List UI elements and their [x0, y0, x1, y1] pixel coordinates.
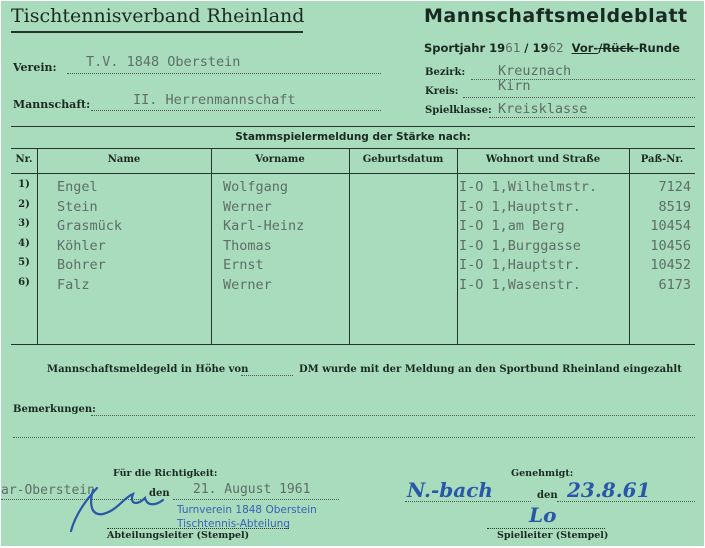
cell-vorname: Wolfgang: [223, 179, 289, 195]
verein-value: T.V. 1848 Oberstein: [86, 54, 241, 70]
mannschaft-label: Mannschaft:: [13, 98, 91, 111]
cell-nr: 5): [18, 257, 30, 268]
sportjahr-line: [424, 40, 680, 55]
cell-pass: 10456: [650, 237, 691, 254]
federation-underline: [11, 31, 303, 33]
cell-vorname: Karl-Heinz: [223, 218, 305, 234]
remarks-label: Bemerkungen:: [13, 404, 96, 415]
year-to-value: 62: [548, 40, 564, 55]
fee-text-after: DM wurde mit der Meldung an den Sportbund Rheinland eingezahlt: [299, 364, 682, 375]
col-divider-4: [457, 148, 458, 344]
cell-nr: 3): [18, 218, 30, 229]
genehmigt-date-dotline: [557, 501, 695, 502]
cell-nr: 2): [18, 198, 30, 210]
round-vor: Vor-: [571, 41, 599, 55]
col-divider-5: [629, 148, 630, 344]
col-divider-3: [349, 148, 350, 344]
table-top-border: [11, 126, 695, 127]
bezirk-label: Bezirk:: [425, 67, 466, 78]
cell-nr: 4): [18, 237, 30, 249]
table-caption: Stammspielermeldung der Stärke nach:: [235, 131, 471, 143]
verein-dotline: [67, 73, 381, 74]
table-bottom-border: [11, 344, 695, 345]
bezirk-value: Kreuznach: [498, 63, 572, 79]
mannschaft-dotline: [91, 110, 381, 111]
remarks-dotline-2: [13, 437, 695, 438]
fee-text-before: Mannschaftsmeldegeld in Höhe von: [47, 364, 249, 375]
col-wohnort-header: Wohnort und Straße: [485, 154, 601, 165]
col-geburtsdatum-header: Geburtsdatum: [362, 154, 444, 165]
mannschaft-value: II. Herrenmannschaft: [133, 92, 296, 108]
abteilungsleiter-dotline: [107, 528, 289, 529]
col-vorname-header: Vorname: [255, 154, 305, 165]
cell-vorname: Ernst: [223, 257, 264, 273]
den-label: den: [149, 488, 170, 499]
cell-wohnort: I-O 1,Burggasse: [459, 237, 581, 254]
caption-divider: [11, 148, 695, 149]
col-divider-2: [211, 148, 212, 344]
signature-abteilungsleiter: [63, 476, 193, 536]
year-to-prefix: 19: [532, 41, 549, 55]
registration-form: [1, 1, 704, 546]
round-runde: Runde: [638, 41, 680, 55]
cell-nr: 1): [18, 179, 30, 190]
cell-vorname: Werner: [223, 198, 272, 215]
round-rueck: /Rück-: [598, 41, 639, 55]
spielklasse-label: Spielklasse:: [425, 105, 492, 116]
cell-wohnort: I-O 1,Wilhelmstr.: [459, 179, 598, 195]
form-title: Mannschaftsmeldeblatt: [424, 5, 688, 27]
sportjahr-label: Sportjahr: [424, 41, 486, 55]
cell-pass: 8519: [658, 198, 691, 215]
col-name-header: Name: [107, 154, 141, 165]
col-divider-1: [37, 148, 38, 344]
fee-amount-dotline: [241, 375, 293, 376]
genehmigt-label: Genehmigt:: [511, 468, 574, 479]
cell-name: Grasmück: [57, 218, 123, 234]
cell-pass: 6173: [658, 276, 691, 293]
year-from-value: 61: [505, 40, 521, 55]
cell-name: Köhler: [57, 237, 106, 254]
cell-nr: 6): [18, 276, 30, 288]
place-typed: ar-Oberstein: [1, 483, 95, 498]
cell-wohnort: I-O 1,am Berg: [459, 218, 565, 234]
cell-vorname: Werner: [223, 276, 272, 293]
cell-name: Engel: [57, 179, 98, 195]
verein-label: Verein:: [13, 61, 57, 74]
spielleiter-initials: Lo: [529, 503, 557, 527]
cell-wohnort: I-O 1,Wasenstr.: [459, 276, 581, 293]
spielklasse-dotline: [489, 117, 695, 118]
spielklasse-value: Kreisklasse: [498, 101, 588, 117]
cell-wohnort: I-O 1,Hauptstr.: [459, 198, 581, 215]
spielleiter-dotline: [487, 528, 605, 529]
abteilungsleiter-label: Abteilungsleiter (Stempel): [107, 530, 250, 541]
remarks-dotline-1: [91, 415, 695, 416]
year-from-prefix: 19: [489, 41, 506, 55]
cell-pass: 7124: [658, 179, 691, 195]
spielleiter-label: Spielleiter (Stempel): [497, 530, 609, 541]
date-typed: 21. August 1961: [193, 482, 311, 497]
stamp-line-1: Turnverein 1848 Oberstein: [177, 504, 317, 516]
richtigkeit-label: Für die Richtigkeit:: [113, 468, 218, 479]
year-separator: /: [524, 41, 529, 55]
federation-title: Tischtennisverband Rheinland: [11, 5, 305, 27]
cell-name: Stein: [57, 198, 98, 215]
genehmigt-place: N.-bach: [407, 478, 493, 502]
kreis-value: Kirn: [498, 78, 531, 94]
cell-pass: 10454: [650, 218, 691, 234]
kreis-dotline: [463, 97, 695, 98]
kreis-label: Kreis:: [425, 86, 459, 97]
cell-name: Bohrer: [57, 257, 106, 273]
date-dotline: [173, 499, 339, 500]
cell-wohnort: I-O 1,Hauptstr.: [459, 257, 581, 273]
den2-label: den: [537, 490, 558, 501]
header-divider: [11, 173, 695, 174]
col-nr-header: Nr.: [15, 154, 33, 165]
cell-name: Falz: [57, 276, 90, 293]
genehmigt-date: 23.8.61: [567, 478, 651, 502]
genehmigt-place-dotline: [405, 501, 531, 502]
stamp-line-2: Tischtennis-Abteilung: [177, 518, 290, 530]
cell-vorname: Thomas: [223, 237, 272, 254]
col-pass-header: Paß-Nr.: [640, 154, 684, 165]
cell-pass: 10452: [650, 257, 691, 273]
